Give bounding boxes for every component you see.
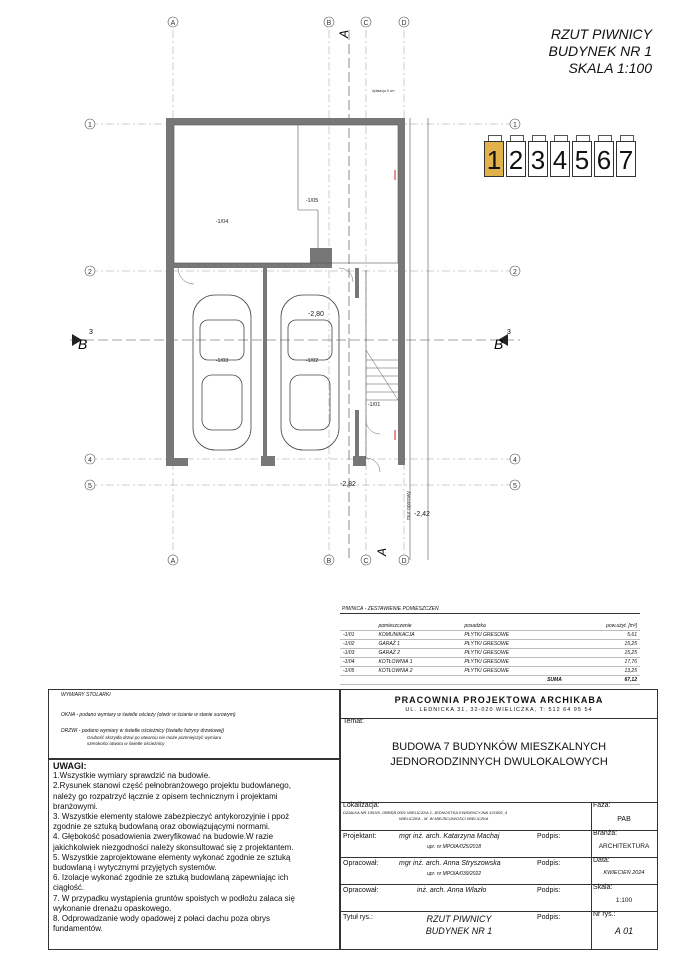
title-block-box	[340, 689, 658, 950]
nr-label: Nr rys.:	[593, 911, 616, 918]
door-swings	[178, 268, 380, 472]
header-area: pow.użyt. [m²]	[565, 622, 640, 631]
inner-partitions	[174, 118, 428, 560]
row-floor: PŁYTKI GRESOWE	[461, 649, 564, 658]
lokalizacja-line-2: WIELICZKA - M. W MIEJSCOWOŚCI WIELICZKA	[399, 816, 489, 821]
opracowal-2-name: inż. arch. Anna Wlazło	[417, 887, 487, 894]
temat-line-1: BUDOWA 7 BUDYNKÓW MIESZKALNYCH	[391, 741, 607, 753]
note-line: 6. Izolacje wykonać zgodnie ze sztuką budowlaną zapewniając ich	[53, 873, 289, 883]
room-label-1-04: -1/04	[215, 219, 229, 225]
building-number-5: 5	[572, 141, 592, 177]
branza-section	[591, 830, 657, 858]
projektant-podpis-label: Podpis:	[537, 833, 561, 840]
branza-value: ARCHITEKTURA	[598, 843, 650, 850]
rooms-table-block	[340, 605, 640, 685]
axis-bubbles	[85, 17, 520, 565]
axis-label-1-left: 1	[88, 122, 92, 129]
room-label-1-01: -1/01	[367, 402, 381, 408]
opracowal-1-label: Opracował:	[343, 860, 379, 867]
annotation-mur-oporowy: mur oporowy	[406, 491, 412, 520]
axis-label-c-top: C	[363, 20, 369, 27]
joinery-drzwi-3: szerokości otworu w świetle ościeżnicy	[87, 741, 165, 746]
level-marker-3: -2,42	[414, 511, 430, 518]
section-mark-a-top: A	[337, 29, 351, 38]
note-line: 7. W przypadku wystąpienia gruntów spoistych w podłożu zalaca się	[53, 893, 295, 903]
note-line: wykonanie drenażu opaskowego.	[53, 903, 172, 913]
opracowal-1-podpis-label: Podpis:	[537, 860, 561, 867]
axis-label-a-top: A	[170, 20, 176, 27]
row-no: -1/01	[340, 631, 375, 640]
note-line: 1.Wszystkie wymiary sprawdzić na budowie.	[53, 771, 211, 781]
axis-label-4-right: 4	[513, 457, 517, 464]
joinery-okna: OKNA - podano wymiary w świetle ościeży (otwór w ścianie w stanie surowym)	[61, 712, 236, 718]
row-floor: PŁYTKI GRESOWE	[461, 658, 564, 667]
section-mark-a-bottom: A	[375, 547, 389, 556]
note-line: budowlaną i wytycznymi przyjętych systemów.	[53, 863, 217, 873]
data-value: KWIECIEŃ 2024	[603, 870, 645, 876]
note-line: należy go rozpatrzyć łącznie z opisem technicznym i projektami	[53, 791, 278, 801]
row-area: 17,76	[565, 658, 640, 667]
joinery-title: WYMIARY STOLARKI	[61, 692, 111, 698]
branza-label: Branża:	[593, 830, 618, 837]
table-row	[340, 640, 640, 649]
note-line: zgodnie ze sztuką budowlaną oraz obowiązującymi normami.	[53, 822, 270, 832]
sum-value: 67,12	[565, 676, 640, 685]
axis-label-b-bottom: B	[326, 558, 332, 565]
axis-label-4-left: 4	[88, 457, 92, 464]
nr-value: A 01	[614, 926, 634, 936]
building-number-4: 4	[550, 141, 570, 177]
note-line: 2.Rysunek stanowi część pełnobranżowego projektu budowlanego,	[53, 781, 291, 791]
row-no: -1/04	[340, 658, 375, 667]
table-row	[340, 667, 640, 676]
temat-text	[341, 740, 657, 770]
joinery-drzwi: DRZWI - podano wymiary w świetle ościeżnicy (światło futryny drzwiowej)	[61, 728, 225, 734]
row-floor: PŁYTKI GRESOWE	[461, 640, 564, 649]
opracowal-2-section	[341, 884, 592, 912]
row-area: 13,25	[565, 667, 640, 676]
title-line-3: SKALA 1:100	[568, 60, 652, 76]
stairs	[366, 350, 398, 400]
row-area: 15,25	[565, 649, 640, 658]
note-line: ciągłość.	[53, 883, 85, 893]
notes-box	[48, 759, 340, 950]
building-number-7: 7	[616, 141, 636, 177]
row-no: -1/05	[340, 667, 375, 676]
skala-section	[591, 884, 657, 912]
note-line: 3. Wszystkie elementy stalowe zabezpieczyć antykorozyjnie i ppoż	[53, 812, 290, 822]
table-row	[340, 631, 640, 640]
row-no: -1/03	[340, 649, 375, 658]
note-line: 4. Głębokość posadowienia zweryfikować na budowie.W razie	[53, 832, 274, 842]
rooms-table-title: PIWNICA - ZESTAWIENIE POMIESZCZEŃ	[340, 605, 640, 614]
joinery-box	[48, 689, 340, 759]
level-marker-1: -2,80	[308, 311, 324, 318]
annotation-dylatacja: dylatacja 5 cm	[372, 89, 395, 93]
projektant-name: mgr inż. arch. Katarzyna Machaj	[399, 833, 500, 840]
lokalizacja-line-1: DZIAŁKA NR 1553/5, OBRĘB 0001 WIELICZKA 1, JEDNOSTKA EWIDENCYJNA 121905_4	[343, 810, 507, 815]
row-name: GARAŻ 1	[375, 640, 461, 649]
projektant-section	[341, 830, 592, 858]
row-floor: PŁYTKI GRESOWE	[461, 667, 564, 676]
nr-section	[591, 911, 657, 949]
rooms-table-header	[340, 622, 640, 631]
row-area: 5,61	[565, 631, 640, 640]
office-name: PRACOWNIA PROJEKTOWA ARCHIKABA	[394, 695, 604, 705]
office-header	[341, 690, 657, 719]
axis-label-1-right: 1	[513, 122, 517, 129]
temat-section	[341, 718, 657, 803]
room-label-1-05: -1/05	[305, 198, 319, 204]
temat-label: Temat:	[343, 718, 365, 725]
joinery-drzwi-2: Grubość skrzydła drzwi po otwarciu nie może pomniejszyć wymiaru	[87, 735, 222, 740]
skala-value: 1:100	[615, 897, 633, 904]
projektant-upr: upr. nr MPOIA/025/2018	[427, 844, 482, 850]
note-line: 8. Odprowadzanie wody opadowej z połaci dachu poza obrys	[53, 914, 271, 924]
axis-label-c-bottom: C	[363, 558, 369, 565]
building-number-2: 2	[506, 141, 526, 177]
data-label: Data:	[593, 857, 610, 864]
opracowal-2-podpis-label: Podpis:	[537, 887, 561, 894]
section-mark-b-right: B	[494, 336, 504, 352]
sum-label: SUMA	[461, 676, 564, 685]
table-row	[340, 658, 640, 667]
header-posadzka: posadzka	[461, 622, 564, 631]
title-line-2: BUDYNEK NR 1	[548, 43, 652, 59]
building-number-1: 1	[484, 141, 504, 177]
building-number-6: 6	[594, 141, 614, 177]
header-pomieszczenie: pomieszczenie	[375, 622, 461, 631]
faza-value: PAB	[617, 816, 631, 823]
row-name: KOMUNIKACJA	[375, 631, 461, 640]
section-mark-b-left: B	[78, 336, 88, 352]
skala-label: Skala:	[593, 884, 613, 891]
note-line: branżowymi.	[53, 801, 98, 811]
notes-title: UWAGI:	[53, 761, 87, 771]
tytul-podpis-label: Podpis:	[537, 914, 561, 921]
tytul-line-1: RZUT PIWNICY	[426, 914, 492, 924]
opracowal-1-upr: upr. nr MPOIA/039/2022	[427, 871, 482, 877]
row-name: KOTŁOWNIA 2	[375, 667, 461, 676]
table-row	[340, 649, 640, 658]
axis-label-5-right: 5	[513, 483, 517, 490]
axis-label-2-right: 2	[513, 269, 517, 276]
data-section	[591, 857, 657, 885]
rooms-table-sum	[340, 676, 640, 685]
axis-label-b-top: B	[326, 20, 332, 27]
building-number-3: 3	[528, 141, 548, 177]
tytul-section	[341, 911, 592, 949]
tytul-label: Tytuł rys.:	[343, 914, 373, 921]
opracowal-1-section	[341, 857, 592, 885]
row-name: KOTŁOWNIA 1	[375, 658, 461, 667]
section-mark-3-right: 3	[507, 329, 511, 336]
opracowal-1-name: mgr inż. arch. Anna Stryszowska	[399, 860, 501, 867]
lokalizacja-label: Lokalizacja:	[343, 802, 380, 809]
axis-label-d-top: D	[401, 20, 407, 27]
projektant-label: Projektant:	[343, 833, 377, 840]
title-line-1: RZUT PIWNICY	[550, 26, 652, 42]
row-area: 15,25	[565, 640, 640, 649]
row-floor: PŁYTKI GRESOWE	[461, 631, 564, 640]
axis-label-5-left: 5	[88, 483, 92, 490]
opracowal-2-label: Opracował:	[343, 887, 379, 894]
temat-line-2: JEDNORODZINNYCH DWULOKALOWYCH	[390, 756, 608, 768]
axis-label-d-bottom: D	[401, 558, 407, 565]
office-address: UL. LEDNICKA 31, 32-020 WIELICZKA, T: 512 64 95 54	[405, 707, 593, 713]
faza-section	[591, 802, 657, 831]
rooms-table	[340, 622, 640, 685]
note-line: 5. Wszystkie zaprojektowane elementy wykonać zgodnie ze sztuką	[53, 852, 291, 862]
level-marker-2: -2,82	[340, 481, 356, 488]
room-label-1-03: -1/03	[215, 358, 229, 364]
section-mark-3-left: 3	[89, 329, 93, 336]
tytul-line-2: BUDYNEK NR 1	[425, 926, 493, 936]
axis-label-a-bottom: A	[170, 558, 176, 565]
note-line: fundamentów.	[53, 924, 103, 934]
note-line: jakichkolwiek niezgodności należy skonsultować się z projektantem.	[53, 842, 294, 852]
faza-label: Faza:	[593, 802, 611, 809]
row-name: GARAŻ 2	[375, 649, 461, 658]
tytul-text	[399, 913, 519, 937]
room-label-1-02: -1/02	[305, 358, 319, 364]
row-no: -1/02	[340, 640, 375, 649]
axis-label-2-left: 2	[88, 269, 92, 276]
lokalizacja-section	[341, 802, 592, 831]
